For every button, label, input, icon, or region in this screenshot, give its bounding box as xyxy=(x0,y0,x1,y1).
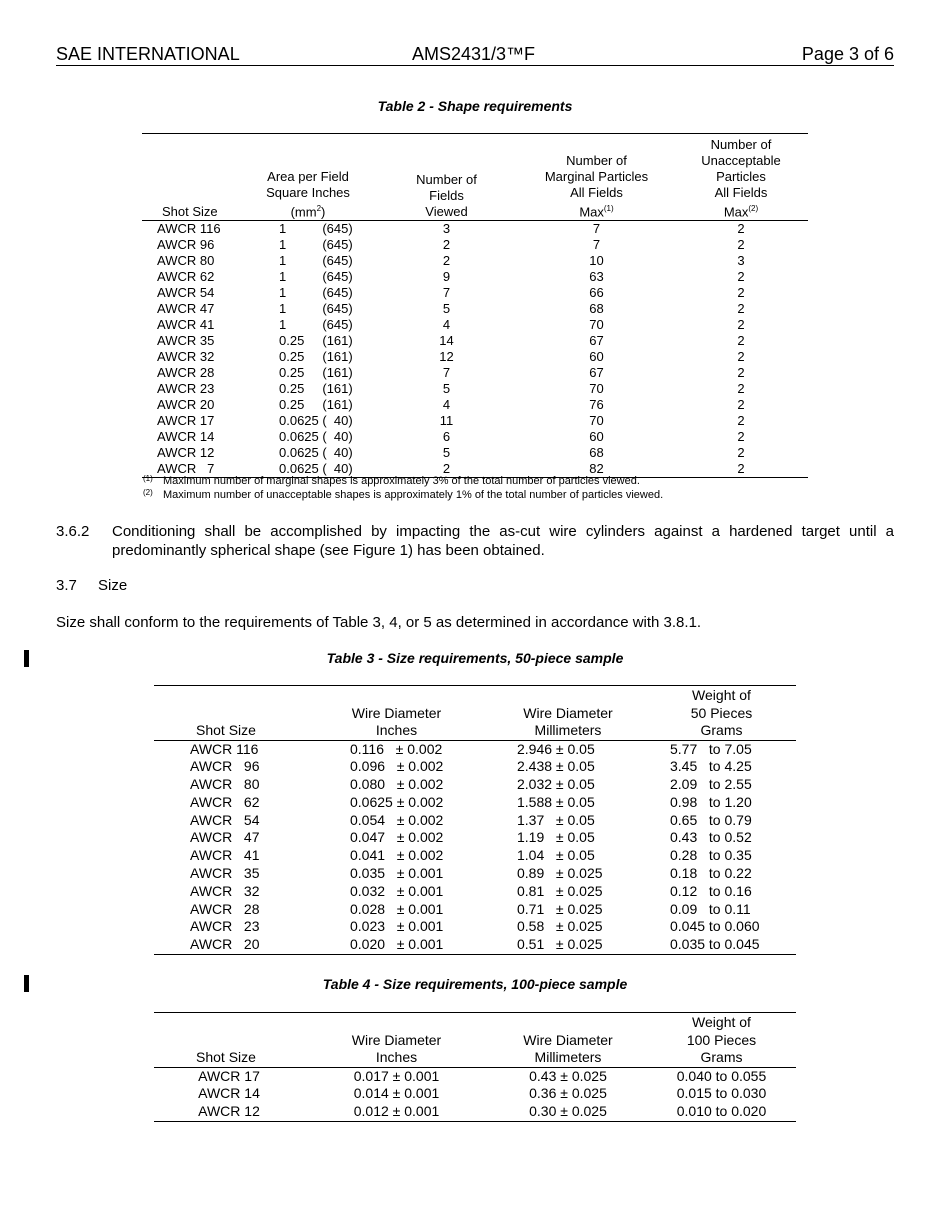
table2-header-fields: Number of Fields Viewed xyxy=(416,172,477,220)
table3-size-50-piece xyxy=(154,685,796,955)
table3-row-cell: AWCR 54 xyxy=(190,811,260,828)
table2-row-cell: 5 xyxy=(442,381,451,397)
table2-row-cell: 7 xyxy=(592,221,601,237)
table3-header-weight: Weight of 50 Pieces Grams xyxy=(690,687,753,738)
table3-row-cell: AWCR 80 xyxy=(190,776,260,793)
table2-row-cell: AWCR 116 xyxy=(157,221,221,237)
header-page-number: Page 3 of 6 xyxy=(801,44,894,64)
table2-footnote-2: $^{(2)}$ Maximum number of unacceptable shapes is approximately 1% of the total number of particles viewed. xyxy=(143,488,664,501)
table3-row-cell: AWCR 96 xyxy=(190,758,260,775)
table2-row-cell: 2 xyxy=(737,429,745,445)
table4-row-cell: 0.015 to 0.030 xyxy=(676,1085,767,1102)
table3-row xyxy=(154,812,796,830)
table2-row-cell: AWCR 17 xyxy=(157,413,215,429)
table2-row xyxy=(142,301,808,317)
table2-row xyxy=(142,429,808,445)
table2-header-area: Area per Field Square Inches $(mm^2)$ xyxy=(266,169,350,220)
table2-row-cell: 1 (645) xyxy=(279,221,353,237)
table2-row-cell: AWCR 28 xyxy=(157,365,215,381)
table3-row-cell: 0.047 ± 0.002 xyxy=(350,829,444,846)
table2-row-cell: 2 xyxy=(737,285,745,301)
table2-row-cell: 9 xyxy=(442,269,451,285)
table3-row-cell: 2.438 ± 0.05 xyxy=(517,758,595,775)
table2-row-cell: 2 xyxy=(737,413,745,429)
table2-row-cell: 60 xyxy=(589,429,604,445)
table2-row-cell: 2 xyxy=(737,333,745,349)
section-3-7-text: Size shall conform to the requirements of Table 3, 4, or 5 as determined in accordance with 3.8.1. xyxy=(56,614,702,631)
table2-row-cell: 2 xyxy=(442,237,451,253)
table2-row-cell: 2 xyxy=(737,349,745,365)
table4-header-row xyxy=(154,1013,796,1068)
table4-row-cell: 0.30 ± 0.025 xyxy=(529,1103,607,1120)
table3-row-cell: 0.81 ± 0.025 xyxy=(517,882,603,899)
table3-row-cell: AWCR 28 xyxy=(190,900,260,917)
table3-row-cell: 0.28 to 0.35 xyxy=(670,847,752,864)
table3-row-cell: AWCR 23 xyxy=(190,918,260,935)
table2-row xyxy=(142,333,808,349)
table2-row-cell: 0.0625 ( 40) xyxy=(279,413,353,429)
table2-row-cell: 0.25 (161) xyxy=(279,381,353,397)
table3-row-cell: AWCR 35 xyxy=(190,865,260,882)
table2-row-cell: 5 xyxy=(442,301,451,317)
table2-header-marginal: Number of Marginal Particles All Fields Max$^{(1)}$ xyxy=(544,153,649,220)
table2-row-cell: 3 xyxy=(442,221,451,237)
table2-row-cell: AWCR 20 xyxy=(157,397,215,413)
table3-row-cell: 0.0625 ± 0.002 xyxy=(350,793,444,810)
table3-row-cell: AWCR 20 xyxy=(190,936,260,953)
table2-row xyxy=(142,269,808,285)
section-3-6-2-text: Conditioning shall be accomplished by impacting the as-cut wire cylinders against a hardened target until a predominantly spherical shape (see Figure 1) has been obtained. xyxy=(112,523,894,559)
table3-row-cell: 0.65 to 0.79 xyxy=(670,811,752,828)
table2-row-cell: 2 xyxy=(737,397,745,413)
table4-header-weight: Weight of 100 Pieces Grams xyxy=(686,1014,757,1065)
table3-row-cell: 3.45 to 4.25 xyxy=(670,758,752,775)
table2-row-cell: 12 xyxy=(439,349,454,365)
table4-row xyxy=(154,1067,796,1085)
table4-row-cell: AWCR 12 xyxy=(198,1103,260,1120)
table2-row-cell: AWCR 54 xyxy=(157,285,215,301)
table2-row-cell: 5 xyxy=(442,445,451,461)
table3-row-cell: 0.023 ± 0.001 xyxy=(350,918,444,935)
table3-row-cell: 0.041 ± 0.002 xyxy=(350,847,444,864)
table2-row-cell: AWCR 96 xyxy=(157,237,215,253)
table3-row xyxy=(154,776,796,794)
table2-row xyxy=(142,365,808,381)
table2-row-cell: 6 xyxy=(442,429,451,445)
table2-row-cell: 68 xyxy=(589,445,604,461)
table2-row-cell: 2 xyxy=(737,269,745,285)
table3-header-diameter-inches: Wire Diameter Inches xyxy=(351,704,442,738)
table4-header-diameter-inches: Wire Diameter Inches xyxy=(351,1031,442,1065)
table2-row-cell: 0.25 (161) xyxy=(279,333,353,349)
table2-row-cell: 2 xyxy=(737,221,745,237)
table3-row-cell: 0.045 to 0.060 xyxy=(670,918,760,935)
table3-row-cell: 0.028 ± 0.001 xyxy=(350,900,444,917)
table2-row-cell: 82 xyxy=(589,461,604,477)
table2-row-cell: 67 xyxy=(589,365,604,381)
table4-caption: Table 4 - Size requirements, 100-piece sample xyxy=(322,976,628,992)
table3-row-cell: 1.588 ± 0.05 xyxy=(517,793,595,810)
table2-row xyxy=(142,413,808,429)
table3-row xyxy=(154,847,796,865)
table2-row-cell: 0.25 (161) xyxy=(279,349,353,365)
table2-row-cell: 2 xyxy=(737,317,745,333)
table2-row xyxy=(142,221,808,238)
table2-row-cell: 0.25 (161) xyxy=(279,397,353,413)
table2-row-cell: 10 xyxy=(589,253,604,269)
table2-row-cell: 70 xyxy=(589,317,604,333)
table3-row-cell: 5.77 to 7.05 xyxy=(670,740,752,757)
table3-row-cell: 0.98 to 1.20 xyxy=(670,793,752,810)
table3-header-row xyxy=(154,686,796,741)
table3-row-cell: 0.020 ± 0.001 xyxy=(350,936,444,953)
table2-row-cell: 7 xyxy=(442,285,451,301)
table4-header-shot-size: Shot Size xyxy=(196,1049,256,1065)
table3-header-diameter-mm: Wire Diameter Millimeters xyxy=(523,704,613,738)
table4-row-cell: AWCR 17 xyxy=(198,1067,260,1084)
table2-row-cell: 1 (645) xyxy=(279,269,353,285)
table2-row-cell: AWCR 12 xyxy=(157,445,215,461)
section-3-7-title: Size xyxy=(98,577,128,594)
table2-footnote-1: $^{(1)}$ Maximum number of marginal shapes is approximately 3% of the total number of particles viewed. xyxy=(143,474,640,487)
table2-row-cell: AWCR 41 xyxy=(157,317,215,333)
table2-row-cell: AWCR 14 xyxy=(157,429,215,445)
table4-row-cell: 0.010 to 0.020 xyxy=(676,1103,767,1120)
table3-row-cell: 0.09 to 0.11 xyxy=(670,900,751,917)
table3-row-cell: AWCR 116 xyxy=(190,740,259,757)
table2-row-cell: 70 xyxy=(589,413,604,429)
table3-row xyxy=(154,936,796,954)
table2-row-cell: 0.0625 ( 40) xyxy=(279,445,353,461)
table2-row xyxy=(142,317,808,333)
table2-row-cell: 14 xyxy=(439,333,454,349)
table2-row-cell: 2 xyxy=(442,253,451,269)
table4-row-cell: 0.012 ± 0.001 xyxy=(353,1103,440,1120)
table2-row-cell: 63 xyxy=(589,269,604,285)
table4-row xyxy=(154,1103,796,1121)
table2-row-cell: 2 xyxy=(737,365,745,381)
header-document-number: AMS2431/3™F xyxy=(412,44,536,64)
table3-row-cell: 0.71 ± 0.025 xyxy=(517,900,603,917)
table3-caption: Table 3 - Size requirements, 50-piece sample xyxy=(326,650,624,666)
table2-row-cell: 0.0625 ( 40) xyxy=(279,461,353,477)
table2-row xyxy=(142,397,808,413)
table2-header-shot-size: Shot Size xyxy=(162,204,218,220)
table2-row-cell: 1 (645) xyxy=(279,317,353,333)
table2-row xyxy=(142,285,808,301)
table2-row-cell: 2 xyxy=(737,237,745,253)
table2-row-cell: 2 xyxy=(442,461,451,477)
table2-header-unacceptable: Number of Unacceptable Particles All Fields Max$^{(2)}$ xyxy=(701,137,781,220)
table2-row xyxy=(142,381,808,397)
table3-row-cell: 0.89 ± 0.025 xyxy=(517,865,603,882)
table3-header-shot-size: Shot Size xyxy=(196,722,256,738)
table3-row xyxy=(154,794,796,812)
table2-row-cell: 11 xyxy=(439,413,454,429)
page-header xyxy=(56,44,894,66)
table3-row-cell: 0.035 ± 0.001 xyxy=(350,865,444,882)
table2-header-row xyxy=(142,134,808,221)
table2-row-cell: 2 xyxy=(737,445,745,461)
table2-row-cell: 1 (645) xyxy=(279,285,353,301)
table3-row xyxy=(154,865,796,883)
header-organization: SAE INTERNATIONAL xyxy=(56,44,240,64)
table3-row-cell: AWCR 47 xyxy=(190,829,260,846)
table2-row xyxy=(142,445,808,461)
table2-row xyxy=(142,237,808,253)
table2-row-cell: AWCR 32 xyxy=(157,349,215,365)
table3-row-cell: AWCR 62 xyxy=(190,793,260,810)
table3-row-cell: 2.09 to 2.55 xyxy=(670,776,752,793)
table2-row-cell: 7 xyxy=(442,365,451,381)
table4-row-cell: 0.040 to 0.055 xyxy=(676,1067,767,1084)
table2-row xyxy=(142,349,808,365)
table2-row xyxy=(142,253,808,269)
table2-row-cell: 67 xyxy=(589,333,604,349)
table3-row xyxy=(154,901,796,919)
table3-row-cell: 2.032 ± 0.05 xyxy=(517,776,595,793)
table4-row-cell: 0.43 ± 0.025 xyxy=(529,1067,607,1084)
table3-row-cell: 1.37 ± 0.05 xyxy=(517,811,595,828)
table2-row-cell: 1 (645) xyxy=(279,253,353,269)
table4-header-diameter-mm: Wire Diameter Millimeters xyxy=(523,1031,613,1065)
table4-row-cell: 0.36 ± 0.025 xyxy=(529,1085,607,1102)
table3-row-cell: AWCR 32 xyxy=(190,882,260,899)
table3-row-cell: 0.12 to 0.16 xyxy=(670,882,752,899)
table2-row-cell: 0.0625 ( 40) xyxy=(279,429,353,445)
table3-row-cell: 1.04 ± 0.05 xyxy=(517,847,595,864)
table2-row-cell: 60 xyxy=(589,349,604,365)
table2-row-cell: 3 xyxy=(737,253,745,269)
table4-row-cell: 0.017 ± 0.001 xyxy=(353,1067,440,1084)
table4-size-100-piece xyxy=(154,1012,796,1122)
table2-row-cell: AWCR 47 xyxy=(157,301,215,317)
table2-row-cell: AWCR 35 xyxy=(157,333,215,349)
table3-row-cell: 0.43 to 0.52 xyxy=(670,829,752,846)
table3-row-cell: 0.035 to 0.045 xyxy=(670,936,760,953)
table4-row xyxy=(154,1085,796,1103)
table2-row-cell: 4 xyxy=(442,397,451,413)
table3-row-cell: 0.51 ± 0.025 xyxy=(517,936,603,953)
table3-row-cell: 0.096 ± 0.002 xyxy=(350,758,444,775)
table2-shape-requirements xyxy=(142,133,808,478)
table2-row-cell: AWCR 23 xyxy=(157,381,215,397)
table2-caption: Table 2 - Shape requirements xyxy=(377,98,573,114)
table2-row-cell: 2 xyxy=(737,381,745,397)
table2-row-cell: 76 xyxy=(589,397,604,413)
table2-row-cell: 7 xyxy=(592,237,601,253)
table3-row xyxy=(154,883,796,901)
table2-row-cell: 2 xyxy=(737,301,745,317)
table3-row xyxy=(154,829,796,847)
table4-row-cell: 0.014 ± 0.001 xyxy=(353,1085,440,1102)
table3-row-cell: 0.080 ± 0.002 xyxy=(350,776,444,793)
table3-row xyxy=(154,758,796,776)
table2-row-cell: 1 (645) xyxy=(279,301,353,317)
section-3-6-2-number: 3.6.2 xyxy=(56,523,90,540)
table2-row-cell: 1 (645) xyxy=(279,237,353,253)
table2-row-cell: 4 xyxy=(442,317,451,333)
table3-row-cell: 0.18 to 0.22 xyxy=(670,865,752,882)
table2-row-cell: 2 xyxy=(737,461,745,477)
table2-row-cell: AWCR 62 xyxy=(157,269,215,285)
table2-row-cell: 70 xyxy=(589,381,604,397)
table3-row-cell: AWCR 41 xyxy=(190,847,260,864)
table2-row-cell: AWCR 7 xyxy=(157,461,215,477)
table3-row-cell: 0.054 ± 0.002 xyxy=(350,811,444,828)
table3-row-cell: 0.116 ± 0.002 xyxy=(350,740,443,757)
table3-row-cell: 0.58 ± 0.025 xyxy=(517,918,603,935)
table2-row-cell: 68 xyxy=(589,301,604,317)
section-3-7-number: 3.7 xyxy=(56,577,77,594)
table2-row-cell: AWCR 80 xyxy=(157,253,215,269)
table3-row-cell: 0.032 ± 0.001 xyxy=(350,882,444,899)
table3-row xyxy=(154,918,796,936)
table3-row-cell: 2.946 ± 0.05 xyxy=(517,740,595,757)
table2-row-cell: 66 xyxy=(589,285,604,301)
table4-row-cell: AWCR 14 xyxy=(198,1085,260,1102)
table3-row xyxy=(154,740,796,758)
table2-row-cell: 0.25 (161) xyxy=(279,365,353,381)
table3-row-cell: 1.19 ± 0.05 xyxy=(517,829,595,846)
